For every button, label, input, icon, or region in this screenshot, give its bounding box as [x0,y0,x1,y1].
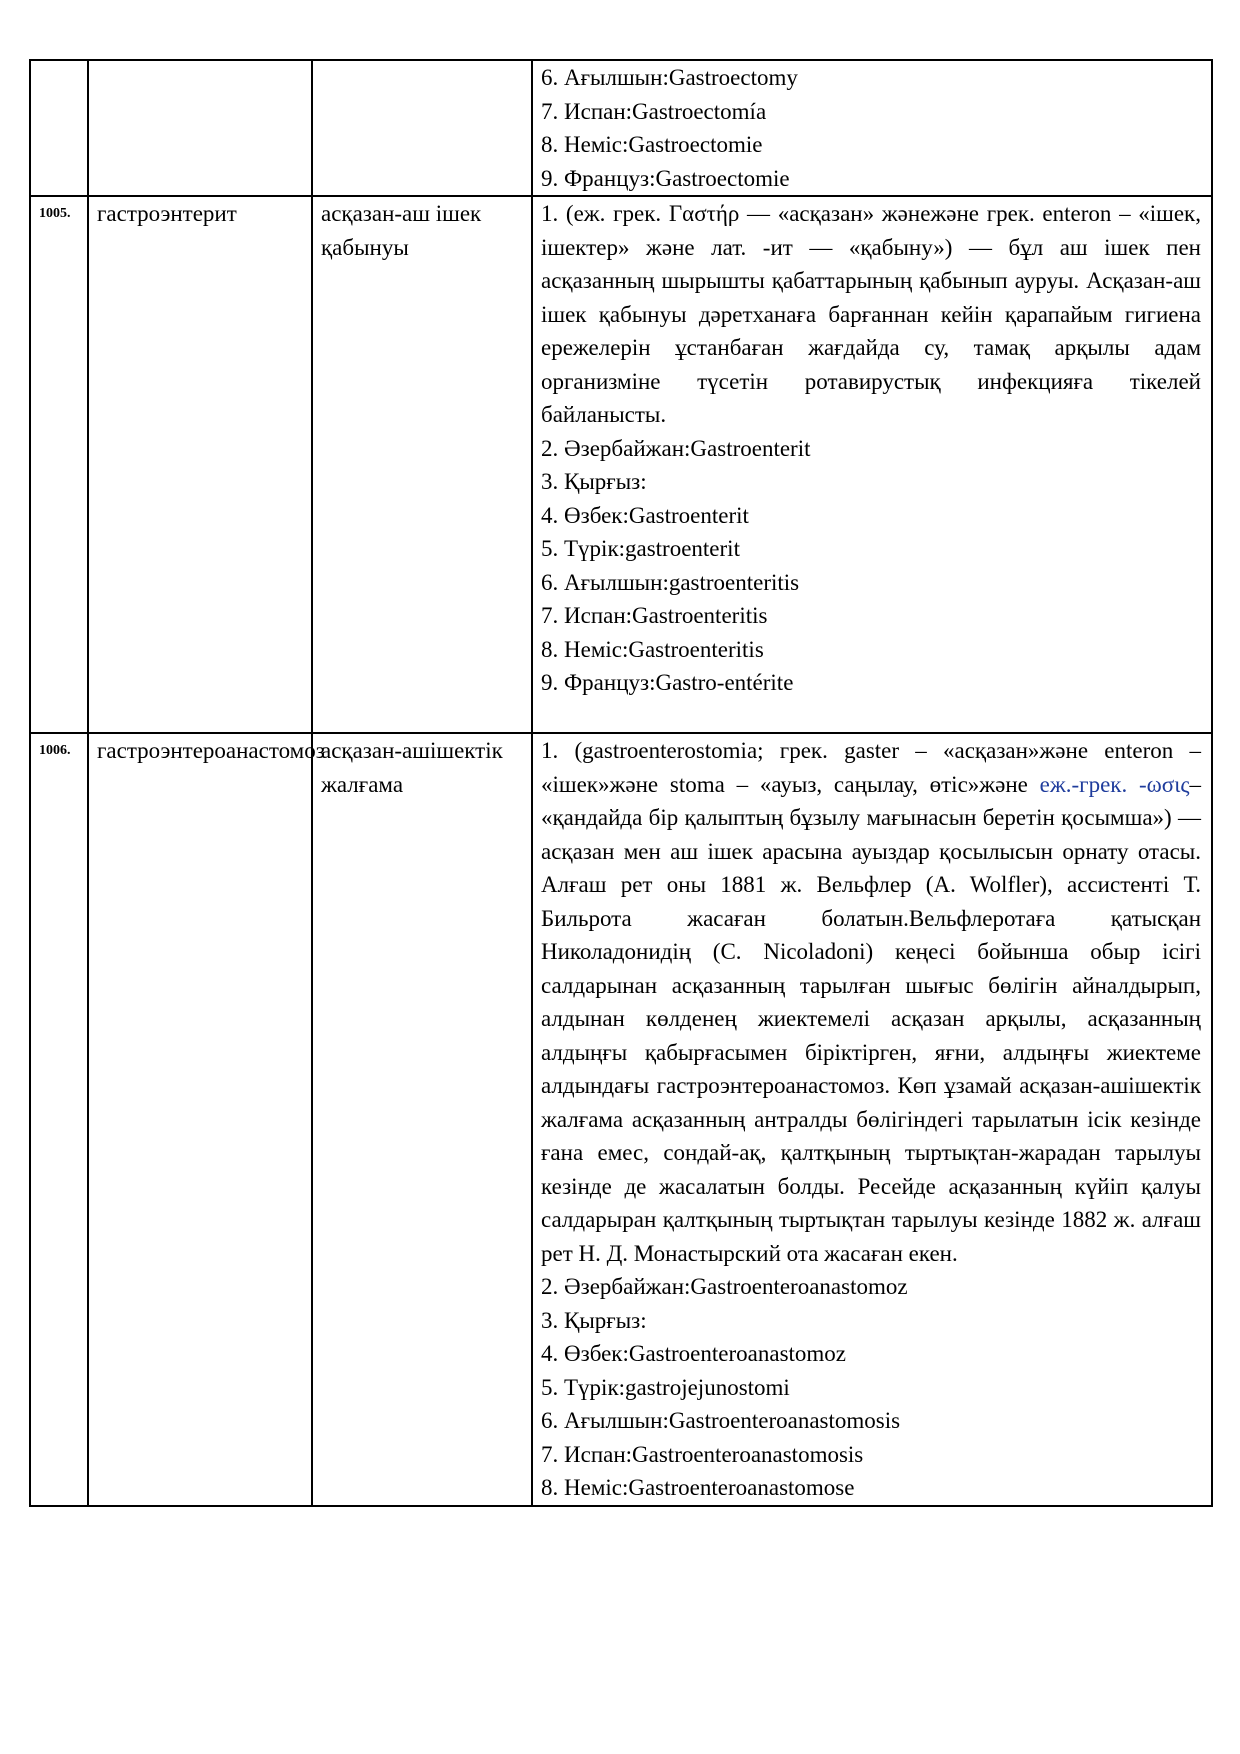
entry-meaning: асқазан-ашішектік жалғама [312,733,532,1506]
language-line: 6. Ағылшын:Gastroenteroanastomosis [541,1408,901,1433]
entry-term: гастроэнтерит [88,196,312,733]
language-line: 6. Ағылшын:Gastroectomy [541,65,798,90]
language-line: 3. Қырғыз: [541,1307,647,1333]
definition-text [541,734,1201,1270]
language-line: 3. Қырғыз: [541,469,647,494]
language-line: 2. Әзербайжан:Gastroenteroanastomoz [541,1274,908,1299]
language-line: 9. Француз:Gastroectomie [541,165,790,191]
table-row [30,733,1212,1506]
language-line: 7. Испан:Gastroenteritis [541,603,768,628]
language-line: 4. Өзбек:Gastroenterit [541,502,749,528]
language-line: 8. Неміс:Gastroectomie [541,132,763,157]
entry-definition [532,733,1212,1506]
entry-term: гастроэнтероанастомоз [88,733,312,1506]
table-row [30,60,1212,196]
language-line: 6. Ағылшын:gastroenteritis [541,569,800,595]
language-line: 9. Француз:Gastro-entérite [541,670,794,695]
language-line: 5. Түрік:gastrojejunostomi [541,1374,790,1400]
definition-text-highlight: еж.-грек. -ωσις [1039,771,1190,797]
definition-text-main: 1. (gastroenterostomia; грек. gaster – «асқазан»және enteron – «ішек»және stoma – «ауыз, саңылау, өтіс»және [541,738,1201,797]
language-line: 7. Испан:Gastroenteroanastomosis [541,1441,864,1467]
entry-definition [532,60,1212,196]
table-row [30,196,1212,733]
language-line: 8. Неміс:Gastroenteroanastomose [541,1475,855,1500]
dictionary-table [29,59,1213,1507]
entry-number: 1005. [30,196,88,733]
entry-number: 1006. [30,733,88,1506]
entry-meaning [312,60,532,196]
language-line: 5. Түрік:gastroenterit [541,536,740,561]
language-line: 8. Неміс:Gastroenteritis [541,636,764,662]
definition-text-rest: – «қандайда бір қалыптың бұзылу мағынасын беретін қосымша») — асқазан мен аш ішек арасына ауыздар қосылысын орнату отасы. Алғаш рет оны 1881 ж. Вельфлер (A. Wolfler), ассистенті Т. Бильрота жасаған болатын.Вельфлеротаға қатысқан Николадонидің (C. Nicoladoni) кеңесі бойынша обыр ісігі салдарынан асқазанның тарылған шығыс бөлігін айналдырып, алдынан көлденең жиектемелі асқазан арқылы, асқазанның алдыңғы қабырғасымен біріктірген, яғни, алдыңғы жиектеме алдындағы гастроэнтероанастомоз. Көп ұзамай асқазан-ашішектік жалғама асқазанның антралды бөлігіндегі тарылатын ісік кезінде ғана емес, сондай-ақ, қалтқының тыртықтан-жарадан тарылуы кезінде де жасалатын болды. Ресейде асқазанның күйіп қалуы салдарыран қалтқының тыртықтан тарылуы кезінде 1882 ж. алғаш рет Н. Д. Монастырский ота жасаған екен. [541,771,1201,1266]
entry-definition [532,196,1212,733]
entry-meaning: асқазан-аш ішек қабынуы [312,196,532,733]
definition-text-main: 1. (еж. грек. Γαστήρ — «асқазан» жәнежәне грек. enteron – «ішек, ішектер» және лат. -ит — «қабыну») — бұл аш ішек пен асқазанның шырышты қабаттарының қабынып ауруы. Асқазан-аш ішек қабынуы дәретханаға барғаннан кейін қарапайым гигиена ережелерін ұстанбаған жағдайда су, тамақ арқылы адам организміне түсетін ротавирустық инфекцияға тікелей байланысты. [541,201,1201,427]
definition-text [541,197,1201,432]
entry-number [30,60,88,196]
language-line: 4. Өзбек:Gastroenteroanastomoz [541,1341,847,1366]
language-line: 7. Испан:Gastroectomía [541,98,767,124]
entry-term [88,60,312,196]
language-line: 2. Әзербайжан:Gastroenterit [541,435,811,461]
